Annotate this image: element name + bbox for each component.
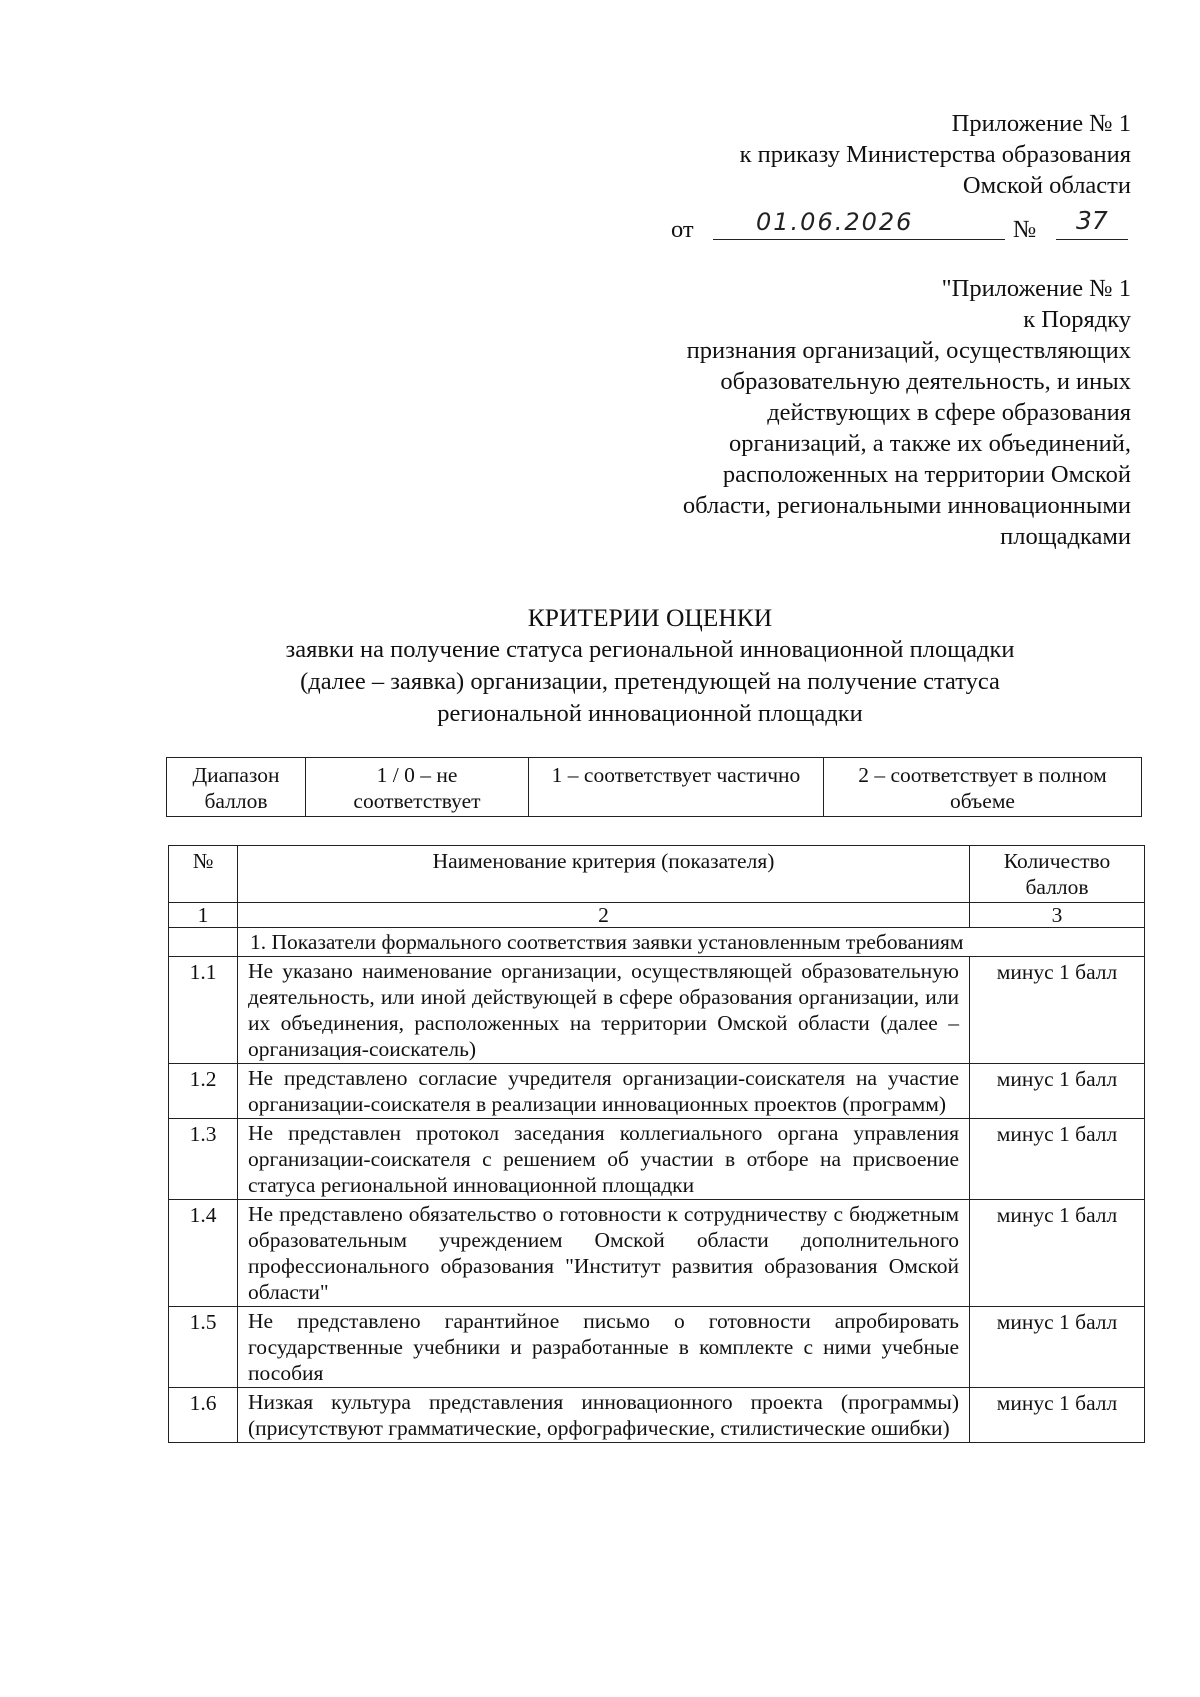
row-criterion: Не представлено согласие учредителя организации-соискателя на участие организации-соискателя в реализации инновационных проектов (программ) xyxy=(238,1064,970,1119)
row-criterion: Не представлено обязательство о готовности к сотрудничеству с бюджетным образовательным учреждением Омской области дополнительного профессионального образования "Институт развития образования Омской области" xyxy=(238,1200,970,1307)
order-appendix-line: площадками xyxy=(1000,523,1131,550)
score-scale-cell: 2 – соответствует в полном объеме xyxy=(824,758,1142,817)
number-underline xyxy=(1056,239,1128,240)
row-number: 1.5 xyxy=(169,1307,238,1388)
column-number: 2 xyxy=(238,903,970,928)
order-appendix-line: к Порядку xyxy=(1023,306,1131,333)
column-number: 3 xyxy=(970,903,1145,928)
section-title: 1. Показатели формального соответствия заявки установленным требованиям xyxy=(238,928,1145,957)
table-row xyxy=(169,1307,1145,1388)
row-points: минус 1 балл xyxy=(970,1307,1145,1388)
row-criterion: Не указано наименование организации, осуществляющей образовательную деятельность, или иной действующей в сфере образования организации, или их объединения, расположенных на территории Омской области (далее – организация-соискатель) xyxy=(238,957,970,1064)
row-criterion: Низкая культура представления инновационного проекта (программы) (присутствуют грамматические, орфографические, стилистические ошибки) xyxy=(238,1388,970,1443)
table-row xyxy=(169,1388,1145,1443)
order-date: 01.06.2026 xyxy=(756,208,914,236)
table-row xyxy=(169,1119,1145,1200)
table-header-row xyxy=(169,846,1145,903)
document-subtitle-line: региональной инновационной площадки xyxy=(437,700,863,727)
order-appendix-line: действующих в сфере образования xyxy=(767,399,1131,426)
date-underline xyxy=(713,239,1005,240)
row-criterion: Не представлен протокол заседания коллегиального органа управления организации-соискателя с решением об участии в отборе на присвоение статуса региональной инновационной площадки xyxy=(238,1119,970,1200)
order-appendix-line: признания организаций, осуществляющих xyxy=(686,337,1131,364)
appendix-header xyxy=(740,108,1131,201)
row-points: минус 1 балл xyxy=(970,1388,1145,1443)
document-title-block xyxy=(120,602,1180,730)
row-points: минус 1 балл xyxy=(970,1119,1145,1200)
header-points: Количество баллов xyxy=(970,846,1145,903)
row-number: 1.6 xyxy=(169,1388,238,1443)
column-number-row xyxy=(169,903,1145,928)
table-row xyxy=(169,957,1145,1064)
score-scale-cell: 1 / 0 – не соответствует xyxy=(306,758,529,817)
row-number: 1.3 xyxy=(169,1119,238,1200)
order-appendix-line: расположенных на территории Омской xyxy=(722,461,1131,488)
section-empty-cell xyxy=(169,928,238,957)
row-points: минус 1 балл xyxy=(970,957,1145,1064)
document-title: КРИТЕРИИ ОЦЕНКИ xyxy=(527,603,773,632)
document-subtitle-line: (далее – заявка) организации, претендующей на получение статуса xyxy=(300,668,1000,695)
order-appendix-line: области, региональными инновационными xyxy=(682,492,1131,519)
row-criterion: Не представлено гарантийное письмо о готовности апробировать государственные учебники и разработанные в комплекте с ними учебные пособия xyxy=(238,1307,970,1388)
order-appendix-line: "Приложение № 1 xyxy=(941,275,1131,302)
column-number: 1 xyxy=(169,903,238,928)
score-scale-label: Диапазон баллов xyxy=(167,758,306,817)
header-name: Наименование критерия (показателя) xyxy=(238,846,970,903)
appendix-region: Омской области xyxy=(962,172,1131,199)
table-row xyxy=(169,1064,1145,1119)
document-subtitle-line: заявки на получение статуса региональной инновационной площадки xyxy=(285,636,1015,663)
appendix-title: Приложение № 1 xyxy=(951,110,1131,137)
order-appendix-line: организаций, а также их объединений, xyxy=(728,430,1131,457)
order-date-row xyxy=(671,208,1131,242)
number-prefix: № xyxy=(1013,216,1037,243)
order-appendix-block xyxy=(683,273,1131,552)
score-scale-row xyxy=(167,758,1142,817)
score-scale-cell: 1 – соответствует частично xyxy=(529,758,824,817)
criteria-table xyxy=(168,845,1145,1443)
header-num: № xyxy=(169,846,238,903)
order-number: 37 xyxy=(1076,206,1108,235)
table-row xyxy=(169,1200,1145,1307)
row-number: 1.4 xyxy=(169,1200,238,1307)
date-prefix: от xyxy=(671,216,694,243)
section-row xyxy=(169,928,1145,957)
appendix-order-ref: к приказу Министерства образования xyxy=(739,141,1131,168)
row-number: 1.1 xyxy=(169,957,238,1064)
row-points: минус 1 балл xyxy=(970,1200,1145,1307)
row-points: минус 1 балл xyxy=(970,1064,1145,1119)
score-scale-table xyxy=(166,757,1142,817)
order-appendix-line: образовательную деятельность, и иных xyxy=(720,368,1131,395)
row-number: 1.2 xyxy=(169,1064,238,1119)
